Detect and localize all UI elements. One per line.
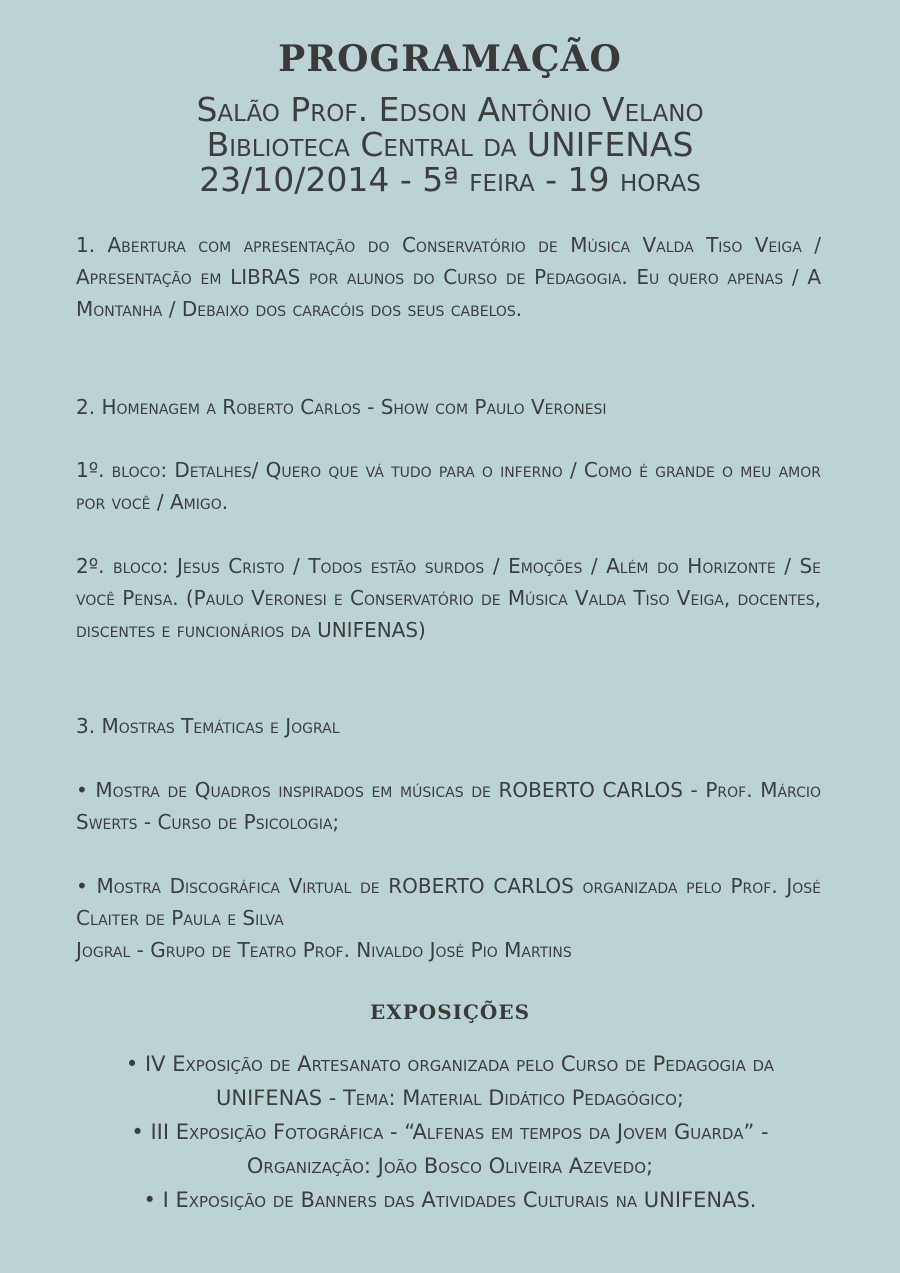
venue-line: Salão Prof. Edson Antônio Velano [196,90,704,129]
item-opening: 1. Abertura com apresentação do Conservatório de Música Valda Tiso Veiga / Apresentação em LIBRAS por alunos do Curso de Pedagogia. Eu quero apenas / A Montanha / Debaixo dos caracóis dos seus cabelos. [76,233,821,321]
library-line: Biblioteca Central da UNIFENAS [206,125,694,164]
exhibitions-list [40,1047,860,1217]
date-line: 23/10/2014 - 5ª feira - 19 horas [199,160,701,199]
exhibition-line: • III Exposição Fotográfica - “Alfenas em tempos da Jovem Guarda” - [131,1120,769,1144]
exhibition-line: • IV Exposição de Artesanato organizada pelo Curso de Pedagogia da [125,1052,775,1076]
item-shows: 3. Mostras Temáticas e Jogral [76,714,340,738]
event-header [0,92,900,197]
exhibition-line: Organização: João Bosco Oliveira Azevedo; [246,1154,654,1178]
item-paintings-show: • Mostra de Quadros inspirados em músicas de ROBERTO CARLOS - Prof. Márcio Swerts - Curso de Psicologia; [76,778,821,834]
item-block-2: 2º. bloco: Jesus Cristo / Todos estão surdos / Emoções / Além do Horizonte / Se você Pensa. (Paulo Veronesi e Conservatório de Música Valda Tiso Veiga, docentes, discentes e funcionários da UNIFENAS) [76,554,821,642]
item-discography-show: • Mostra Discográfica Virtual de ROBERTO CARLOS organizada pelo Prof. José Claiter de Paula e Silva [76,874,821,930]
exhibition-line: UNIFENAS - Tema: Material Didático Pedagógico; [216,1086,684,1110]
item-jogral: Jogral - Grupo de Teatro Prof. Nivaldo José Pio Martins [76,938,572,962]
item-block-1: 1º. bloco: Detalhes/ Quero que vá tudo para o inferno / Como é grande o meu amor por você / Amigo. [76,458,821,514]
exhibitions-title: EXPOSIÇÕES [369,1000,531,1024]
exhibition-line: • I Exposição de Banners das Atividades Culturais na UNIFENAS. [143,1188,757,1212]
item-homage: 2. Homenagem a Roberto Carlos - Show com Paulo Veronesi [76,395,607,419]
page-title: PROGRAMAÇÃO [278,38,622,80]
